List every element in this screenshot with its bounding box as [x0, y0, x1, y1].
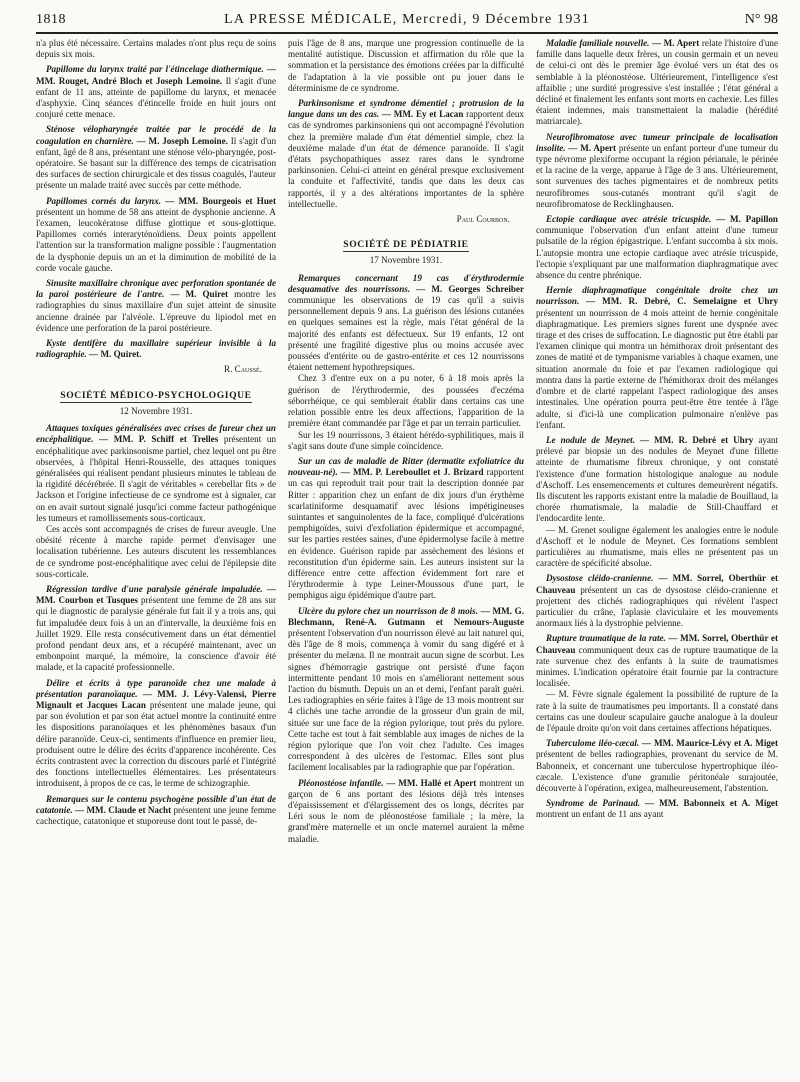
column-1: [36, 38, 276, 1070]
page-number: 1818: [36, 12, 66, 27]
article-authors: MM. Claude et Nacht: [86, 804, 172, 815]
article-text: montre les radiographies du sinus maxillaire d'un sujet atteint de sinusite ancienne drainée par l'alvéole. L'épreuve du lipiodol met en évidence une perforation de la paroi postérieure.: [36, 289, 276, 333]
article-e8: [536, 738, 778, 794]
article-title: Remarques concernant 19 cas d'érythrodermie desquamative des nourrissons. —: [288, 272, 524, 294]
article-a1: [36, 64, 276, 120]
page-header: [36, 8, 778, 34]
article-d2: [288, 456, 524, 602]
article-authors: MM. Hallé et Apert: [398, 777, 477, 788]
article-e2: [536, 132, 778, 210]
article-text: présentent un encéphalitique avec parkinsonisme partiel, chez lequel ont pu être observées, à l'hôpital Henri-Rousselle, des attaques toniques généralisées qui réalisent pendant plusieurs minutes le tableau de la rigidité décérébrée. Il s'agit de véritables « cerebellar fits » de Jackson et l'origine infectieuse de ce syndrome est à signaler, car on en avait surtout signalé jusqu'ici comme facteur pathogénique les tumeurs et ramollissements sous-corticaux.: [36, 434, 276, 523]
paragraph: n'a plus été nécessaire. Certains malades n'ont plus reçu de soins depuis six mois.: [36, 38, 276, 60]
article-authors: M. Apert: [580, 142, 617, 153]
article-e4: [536, 285, 778, 431]
article-a2: [36, 124, 276, 191]
paragraph: Chez 3 d'entre eux on a pu noter, 6 à 18 mois après la guérison de l'érythrodermie, des poussées d'eczéma séborrhéique, ce qui semblerait établir dans certains cas une relation possible entre les deux affections, l'apparition de la première étant commandée par l'âge et par un terrain particulier.: [288, 373, 524, 429]
article-title: Sinusite maxillaire chronique avec perforation spontanée de la paroi postérieure de l'antre. —: [36, 278, 276, 300]
society-heading: SOCIÉTÉ DE PÉDIATRIE: [343, 239, 468, 252]
article-authors: MM. Sorrel, Oberthür et Chauveau: [536, 633, 778, 655]
article-text: communique l'observation d'un enfant atteint d'une tumeur pulsatile de la région épigastrique. L'enfant succomba à six mois. L'autopsie montra une ectopie cardiaque avec atrésie tricuspide, l'ectopie s'expliquant par une malformation diaphragmatique avec absence du centre phrénique.: [536, 225, 778, 281]
society-heading: SOCIÉTÉ MÉDICO-PSYCHOLOGIQUE: [60, 390, 251, 403]
article-authors: MM. Sorrel, Oberthür et Chauveau: [536, 573, 778, 595]
article-title: Syndrome de Parinaud. —: [546, 798, 655, 809]
article-text: communique les observations de 19 cas qu'il a suivis personnellement depuis 9 ans. La guérison des lésions cutanées en quelques semaines est la règle, mais l'état général de la majorité des enfants est défectueux. Sur 19 enfants, 12 ont présenté une fragilité digestive plus ou moins accusée avec poussées d'entérite ou de gastro-entérite et ces 12 nourrissons étaient nettement hypothrepsiques.: [288, 295, 524, 373]
article-title: Le nodule de Meynet. —: [546, 434, 650, 445]
article-title: Sténose vélopharyngée traitée par le procédé de la coagulation en charnière. —: [36, 124, 276, 146]
article-d1: [288, 273, 524, 374]
article-title: Hernie diaphragmatique congénitale droite chez un nourrisson. —: [536, 285, 778, 307]
article-e9: [536, 798, 778, 820]
article-title: Dysostose cléido-cranienne. —: [546, 573, 668, 584]
article-authors: MM. Courbon et Tusques: [36, 595, 138, 606]
journal-title: LA PRESSE MÉDICALE, Mercredi, 9 Décembre 1931: [224, 12, 590, 27]
article-b2: [36, 584, 276, 674]
article-a3: [36, 196, 276, 274]
article-authors: MM. Babonneix et A. Miget: [659, 798, 778, 809]
header-rule: [36, 32, 778, 34]
article-title: Sur un cas de maladie de Ritter (dermatite exfoliatrice du nouveau-né). —: [288, 455, 524, 478]
issue-number: N° 98: [744, 12, 778, 27]
article-e7: [536, 633, 778, 689]
article-text: ayant prélevé par biopsie un des nodules de Meynet d'une fillette atteinte de rhumatisme fibreux chronique, y ont constaté l'existence d'une formation histologique analogue au nodule d'Aschoff. Les ensemencements et cultures demeurèrent négatifs. Ils discutent les rapports existant entre la maladie de Bouillaud, la chorée rhumatismale, la maladie de Still-Chauffard et l'endocardite lente.: [536, 434, 778, 524]
article-a5: [36, 338, 276, 360]
article-authors: M. Apert: [663, 38, 700, 48]
article-text: Il s'agit d'une enfant de 11 ans, atteinte de papillome du larynx, et menacée d'asphyxie. Cinq séances d'étincelle froide en huit jours ont conjuré cette menace.: [36, 75, 276, 120]
article-text: présentent une malade jeune, qui par son évolution et par son état actuel montre la continuité entre les dispositions paranoïaques et les phénomènes basaux d'un délire paranoïde. Ceux-ci, sentiments d'influence en premier lieu, produisent outre le délire des écrits d'apparence incohérente. Ces écrits contrastent avec la correction du discours parlé et l'intégrité des fonctions intellectuelles élémentaires. Les présentateurs introduisent, à propos de ce cas, le terme de schizographie.: [36, 699, 276, 789]
article-text: montrent un garçon de 6 ans portant des lésions déjà très intenses d'épaississement et d'élargissement des os longs, décrites par Léri sous le nom de pléonostéose familiale ; la mère, la grand'mère maternelle et un oncle maternel auraient la même maladie.: [288, 777, 524, 844]
article-a4: [36, 278, 276, 334]
paragraph: — M. Fèvre signale également la possibilité de rupture de la rate à la suite de traumatismes peu importants. Il a constaté dans certains cas une douleur scapulaire gauche analogue à la douleur de l'épaule droite qu'on voit dans certaines affections hépatiques.: [536, 689, 778, 733]
article-e1: [536, 38, 778, 128]
article-authors: MM. R. Debré, C. Semelaigne et Uhry: [602, 296, 778, 307]
article-text: rapportent deux cas de syndromes parkinsoniens qui ont accompagné l'évolution chez la première malade d'un état démentiel simple, chez la deuxième malade d'un état de démence paranoïde. Il s'agit d'états psychopathiques assez rares dans le syndrome parkinsonien. Celui-ci atteint en général presque exclusivement la conduite et l'affectivité, tandis que dans les deux cas rapportés, il y a des altérations importantes de la sphère intellectuelle.: [288, 109, 524, 209]
article-c1: [288, 98, 524, 210]
article-title: Délire et écrits à type paranoïde chez une malade à présentation paranoïaque. —: [36, 677, 276, 699]
article-title: Remarques sur le contenu psychogène possible d'un état de catatonie. —: [36, 793, 276, 815]
article-authors: MM. P. Schiff et Trelles: [113, 434, 219, 445]
session-date: 17 Novembre 1931.: [369, 255, 443, 266]
article-text: présente un enfant porteur d'une tumeur du type névrome plexiforme occupant la région périanale, le périnée et la racine de la verge, apparue à l'âge de 3 ans. Ultérieurement, sont survenues des taches pigmentaires et de nombreux petits neurofibromes sous-cutanés montrant qu'il s'agit de neurofibromatose de Recklinghausen.: [536, 142, 778, 209]
article-d3: [288, 606, 524, 774]
article-e6: [536, 573, 778, 629]
article-title: Rupture traumatique de la rate. —: [546, 633, 678, 644]
article-text: présentent l'observation d'un nourrisson élevé au lait naturel qui, dès l'âge de 8 mois, commença à vomir du sang digéré et à présenter du melæna. Il ne montrait aucun signe de scorbut. Les signes d'hémorragie gastrique ont persisté d'une façon intermittente pendant 10 mois en s'améliorant nettement sous l'action du bismuth. Depuis un an et demi, l'enfant paraît guéri. Les radiographies en série faites à l'âge de 13 mois montrent sur 4 clichés une tache arrondie de la grosseur d'un grain de mil, située sur une face de la région pylorique, tout près du pylore. Cette tache est tout à fait semblable aux images de niches de la région pylorique que l'on voit chez l'adulte. Ces images correspondent à des ulcères de l'estomac. Elles sont plus facilement localisables par la radiographie que par l'opération.: [288, 627, 524, 773]
article-title: Neurofibromatose avec tumeur principale de localisation insolite. —: [536, 131, 778, 153]
article-title: Parkinsonisme et syndrome démentiel ; protrusion de la langue dans un des cas. —: [288, 98, 524, 120]
article-title: Ulcère du pylore chez un nourrisson de 8 mois. —: [298, 605, 490, 616]
signature: R. Caussé.: [224, 364, 262, 375]
article-title: Régression tardive d'une paralysie générale impaludée. —: [46, 583, 276, 594]
article-title: Attaques toxiques généralisées avec crises de fureur chez un encéphalitique. —: [36, 423, 276, 445]
article-e3: [536, 214, 778, 281]
paragraph: — M. Grenet souligne également les analogies entre le nodule d'Aschoff et le nodule de Meynet. Ces formations semblent particulières au rhumatisme, mais elles ne présentent pas un caractère de spécificité absolue.: [536, 524, 778, 569]
article-text: présentent une femme de 28 ans sur qui le diagnostic de paralysie générale fut fait il y a trois ans, qui fut impaludée deux fois à un an d'intervalle, la deuxième fois en Juillet 1929. Elle resta consécutivement dans un état démentiel profond pendant deux ans, et a récupéré maintenant, avec un embonpoint marqué, la mémoire, la conscience d'avoir été malade, et la capacité professionnelle.: [36, 595, 276, 673]
signature: Paul Courbon.: [456, 214, 510, 225]
article-text: présentent une jeune femme cachectique, catatonique et stuporeuse dont tout le passé, de-: [36, 804, 276, 826]
article-b3: [36, 678, 276, 790]
article-authors: MM. Ey et Lacan: [393, 109, 464, 120]
article-authors: M. Quiret.: [100, 349, 142, 360]
article-text: présentent un cas de dysostose cléido-cranienne et projettent des clichés radiographiques qui révèlent l'aspect particulier du crâne, l'aplasie claviculaire et les mouvements anormaux liés à la dystrophie pelvienne.: [536, 584, 778, 629]
article-text: montrent un enfant de 11 ans ayant: [536, 809, 664, 820]
article-title: Kyste dentifère du maxillaire supérieur invisible à la radiographie. —: [36, 338, 276, 360]
article-authors: MM. R. Debré et Uhry: [654, 434, 754, 445]
article-authors: MM. J. Lévy-Valensi, Pierre Mignault et Jacques Lacan: [36, 688, 276, 710]
article-text: communiquent deux cas de rupture traumatique de la rate survenue chez des enfants à la suite de traumatismes minimes. L'indication opératoire était fournie par la contracture localisée.: [536, 644, 778, 689]
column-3: [536, 38, 778, 1070]
column-2: [288, 38, 524, 1070]
article-authors: M. Georges Schreiber: [431, 283, 524, 294]
article-title: Pléonostéose infantile. —: [298, 777, 396, 788]
article-authors: M. Quiret: [185, 289, 229, 300]
article-text: rapportent un cas qui reproduit trait pour trait la description donnée par Ritter : apparition chez un enfant de dix jours d'un érythème scarlatiniforme desquamatif avec lésions impétigineuses suintantes et sanguinolentes de la face, compliqué d'ulcérations pemphigoïdes, suivi d'exfoliation épidermique et accompagné, sur les parties restées saines, d'une épidermolyse facile à mettre en évidence. Guérison rapide par assèchement des lésions et reconstitution d'un épiderme sain. Les auteurs insistent sur la différence entre cette affection évidemment fort rare et l'érythrodermie à type Leiner-Moussous d'une part, le pemphigus aigu épidémique d'autre part.: [288, 467, 524, 601]
article-title: Papillomes cornés du larynx. —: [46, 195, 175, 206]
article-authors: M. Joseph Lemoine.: [148, 135, 228, 146]
article-b4: [36, 794, 276, 828]
article-authors: M. Papillon: [730, 214, 778, 225]
paragraph: Ces accès sont accompagnés de crises de fureur aveugle. Une obésité récente à marche rapide permet d'envisager une localisation tubérienne. Les auteurs discutent les ressemblances de ce syndrome post-encéphalitique avec celui de l'épilepsie dite sous-corticale.: [36, 523, 276, 579]
article-title: Papillome du larynx traité par l'étincelage diathermique. —: [46, 64, 276, 75]
article-title: Ectopie cardiaque avec atrésie tricuspide. —: [546, 214, 726, 225]
article-authors: MM. G. Blechmann, René-A. Gutmann et Nemours-Auguste: [288, 605, 524, 627]
paragraph: Sur les 19 nourrissons, 3 étaient hérédo-syphilitiques, mais il s'agit sans doute d'une simple coïncidence.: [288, 429, 524, 451]
article-title: Maladie familiale nouvelle. —: [546, 38, 662, 48]
article-authors: MM. P. Lereboullet et J. Brizard: [352, 467, 484, 478]
article-d4: [288, 778, 524, 845]
article-title: Tuberculome iléo-cæcal. —: [546, 738, 652, 749]
session-date: 12 Novembre 1931.: [119, 405, 193, 416]
article-authors: MM. Rouget, André Bloch et Joseph Lemoine.: [36, 75, 223, 86]
article-text: relate l'histoire d'une famille dans laquelle deux frères, un cousin germain et un neveu de celui-ci ont dès le premier âge évolué vers un état des os semblable à la pléonostéose. Ultérieurement, l'intelligence s'est affaiblie ; une surdité progressive s'est installée ; l'état général a décliné et finalement les enfants sont morts en cachexie. Les filles étaient indemnes, mais transmettaient la maladie (hérédité matriarcale).: [536, 38, 778, 127]
article-text: présentent un homme de 58 ans atteint de dysphonie ancienne. A l'examen, leucokératose diffuse glottique et sous-glottique. Papillomes cornés interaryténoïdiens. Deux points appellent l'attention sur la transformation maligne possible : l'augmentation de la dysphonie depuis un an et la diminution de mobilité de la corde vocale gauche.: [36, 206, 276, 273]
article-authors: MM. Bourgeois et Huet: [178, 195, 276, 206]
article-text: présentent de belles radiographies, provenant du service de M. Babonneix, et concernant une tuberculose hypertrophique iléo-cæcale. L'existence d'une granulie péritonéale surajoutée, découverte à l'opération, exigea, malheureusement, l'abstention.: [536, 749, 778, 793]
article-authors: MM. Maurice-Lévy et A. Miget: [653, 738, 778, 749]
paragraph: puis l'âge de 8 ans, marque une progression continuelle de la mentalité autistique. Discussion et affirmation du rôle que la sommation et la persistance des émotions créées par la difficulté de l'adaptation à la vie possible ont pu jouer dans le déterminisme de ce syndrome.: [288, 38, 524, 93]
article-b1: [36, 423, 276, 524]
article-e5: [536, 435, 778, 525]
article-text: présentent un nourrisson de 4 mois atteint de hernie congénitale diaphragmatique. Les premiers signes furent une dyspnée avec tirage et des crises de suffocation. Le diagnostic put être établi par l'examen clinique qui montra un hémithorax droit présentant des zones de matité et de tympanisme variables à chaque examen, une situation anormale du foie et par l'examen radiologique qui montra dans la partie externe de l'hémithorax droit des mélanges d'ombre et de clarté rappelant l'aspect radiologique des anses intestinales. Une opération pourra peut-être être tentée à l'âge adulte, si d'ici-là une complication pulmonaire n'enlève pas l'enfant.: [536, 307, 778, 430]
article-text: Il s'agit d'un enfant, âgé de 8 ans, présentant une sténose vélo-pharyngée, post-opératoire. Se basant sur la différence des temps de cicatrisation des surfaces de section chirurgicale et des tissus coagulés, l'auteur présente un malade traité avec succès par cette méthode.: [36, 135, 276, 191]
